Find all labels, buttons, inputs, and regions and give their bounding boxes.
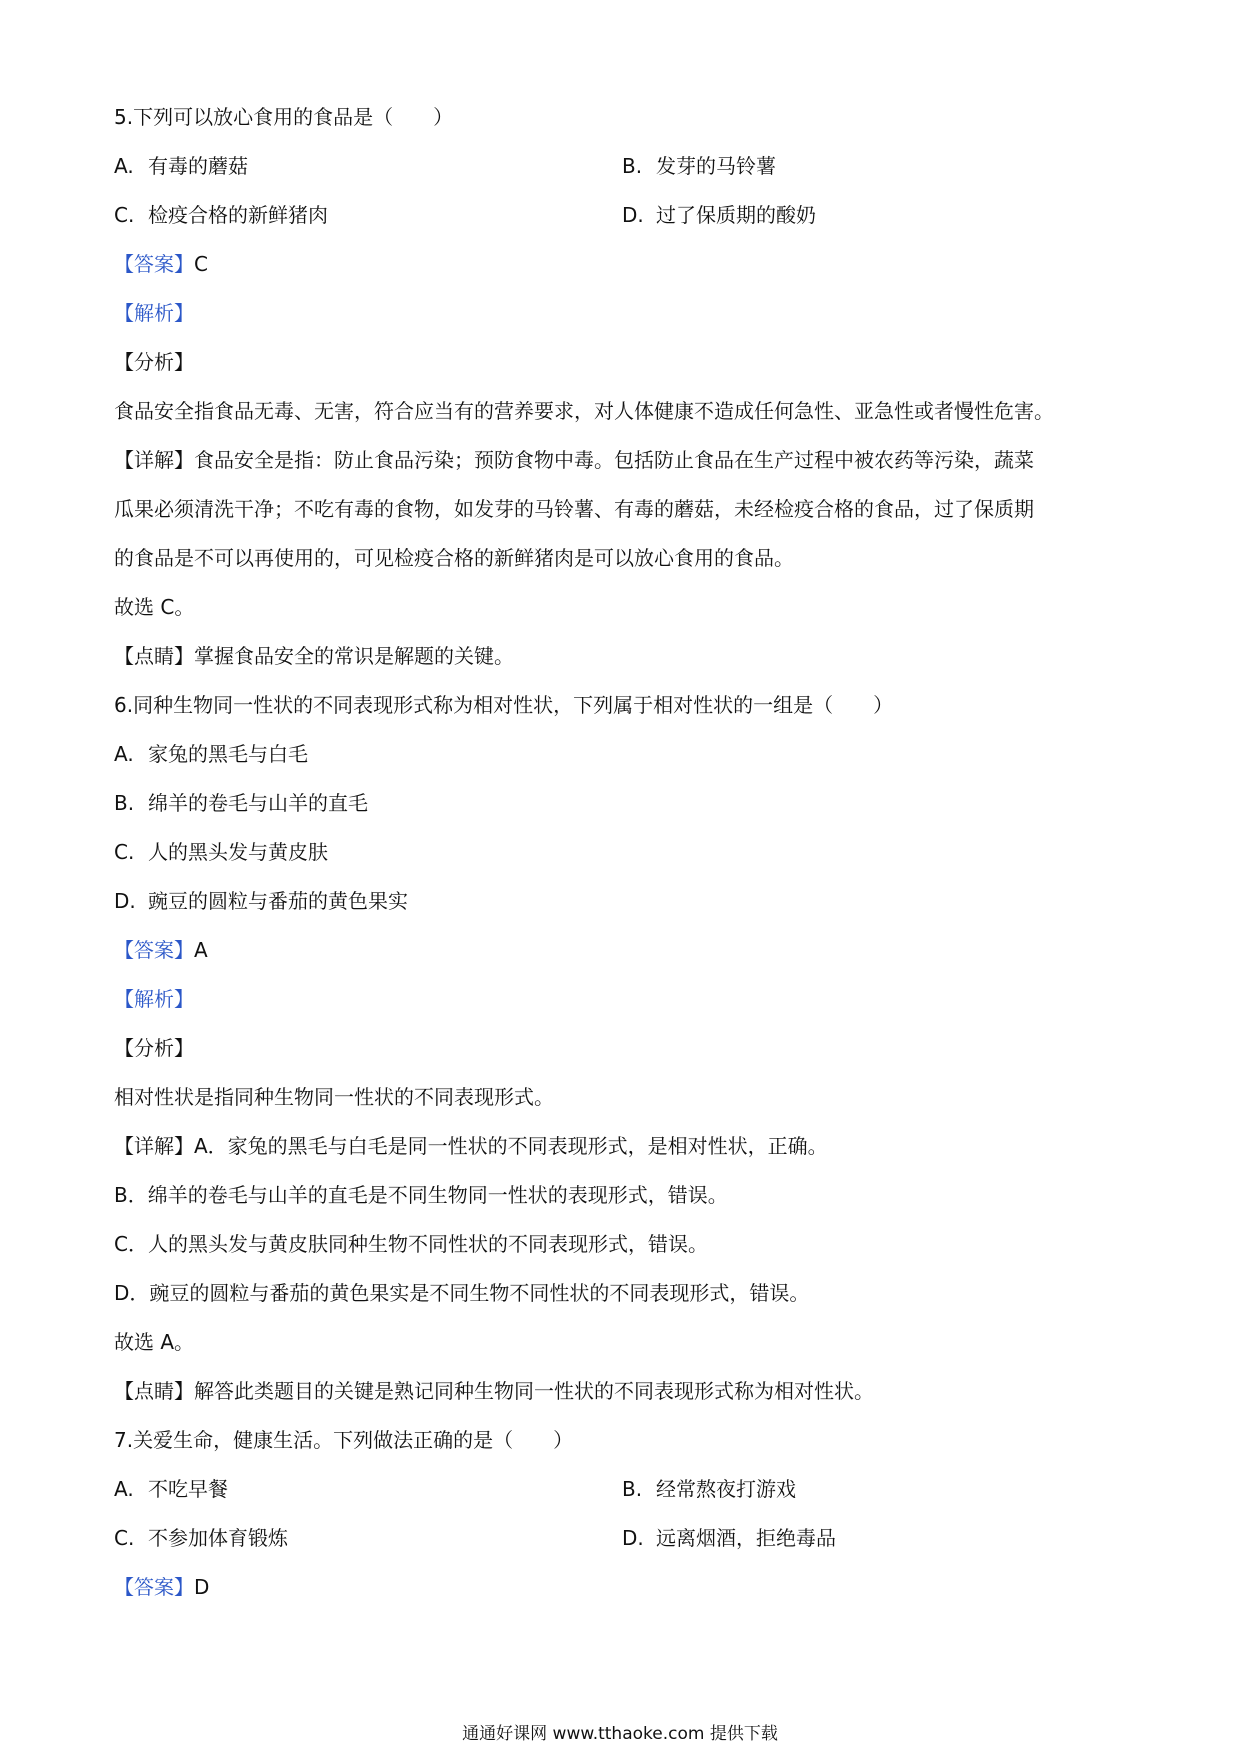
q6-choose: 故选 A。 xyxy=(114,1330,195,1354)
q5-detail-line-2: 瓜果必须清洗干净；不吃有毒的食物，如发芽的马铃薯、有毒的蘑菇，未经检疫合格的食品，过了保质期 xyxy=(114,497,1034,521)
option-text: 远离烟酒，拒绝毒品 xyxy=(656,1526,836,1550)
option-letter: B. xyxy=(622,154,643,178)
q6-answer xyxy=(114,935,208,965)
q6-detail-a xyxy=(114,1131,828,1161)
detail-text: 食品安全是指：防止食品污染；预防食物中毒。包括防止食品在生产过程中被农药等污染，蔬菜 xyxy=(194,448,1034,472)
option-letter: D. xyxy=(114,889,136,913)
q5-analysis-tag: 【解析】 xyxy=(114,301,194,325)
option-text: 检疫合格的新鲜猪肉 xyxy=(148,203,328,227)
answer-tag: 【答案】 xyxy=(114,938,194,962)
option-text: 有毒的蘑菇 xyxy=(148,154,248,178)
q6-detail-d: D．豌豆的圆粒与番茄的黄色果实是不同生物不同性状的不同表现形式，错误。 xyxy=(114,1281,810,1305)
option-text: 绵羊的卷毛与山羊的直毛 xyxy=(148,791,368,815)
option-letter: A. xyxy=(114,742,134,766)
option-letter: A. xyxy=(114,154,134,178)
q5-detail-line-3: 的食品是不可以再使用的，可见检疫合格的新鲜猪肉是可以放心食用的食品。 xyxy=(114,546,794,570)
answer-tag: 【答案】 xyxy=(114,252,194,276)
q5-option-b xyxy=(622,151,776,181)
option-text: 家兔的黑毛与白毛 xyxy=(148,742,308,766)
answer-value: A xyxy=(194,938,208,962)
detail-text: A．家兔的黑毛与白毛是同一性状的不同表现形式，是相对性状，正确。 xyxy=(194,1134,828,1158)
q6-option-c xyxy=(114,837,328,867)
q5-fenxi-tag: 【分析】 xyxy=(114,350,194,374)
q6-detail-c: C．人的黑头发与黄皮肤同种生物不同性状的不同表现形式，错误。 xyxy=(114,1232,708,1256)
q6-fenxi-text: 相对性状是指同种生物同一性状的不同表现形式。 xyxy=(114,1085,554,1109)
q6-stem: 6.同种生物同一性状的不同表现形式称为相对性状，下列属于相对性状的一组是（ ） xyxy=(114,693,894,717)
option-letter: A. xyxy=(114,1477,134,1501)
q5-detail-line-1 xyxy=(114,445,1034,475)
q6-dianjing xyxy=(114,1376,874,1406)
option-text: 豌豆的圆粒与番茄的黄色果实 xyxy=(148,889,408,913)
page-footer: 通通好课网 www.tthaoke.com 提供下载 xyxy=(462,1724,778,1744)
option-letter: C. xyxy=(114,203,135,227)
dianjing-text: 掌握食品安全的常识是解题的关键。 xyxy=(194,644,514,668)
q7-answer xyxy=(114,1572,209,1602)
q7-option-c xyxy=(114,1523,288,1553)
option-text: 发芽的马铃薯 xyxy=(656,154,776,178)
detail-tag: 【详解】 xyxy=(114,1134,194,1158)
dianjing-tag: 【点睛】 xyxy=(114,1379,194,1403)
option-text: 不参加体育锻炼 xyxy=(148,1526,288,1550)
option-letter: B. xyxy=(114,791,135,815)
option-text: 过了保质期的酸奶 xyxy=(656,203,816,227)
answer-value: C xyxy=(194,252,208,276)
option-letter: D. xyxy=(622,1526,644,1550)
q7-option-a xyxy=(114,1474,228,1504)
q6-detail-b: B．绵羊的卷毛与山羊的直毛是不同生物同一性状的表现形式，错误。 xyxy=(114,1183,728,1207)
option-text: 人的黑头发与黄皮肤 xyxy=(148,840,328,864)
q5-fenxi-text: 食品安全指食品无毒、无害，符合应当有的营养要求，对人体健康不造成任何急性、亚急性或者慢性危害。 xyxy=(114,399,1054,423)
dianjing-tag: 【点睛】 xyxy=(114,644,194,668)
answer-tag: 【答案】 xyxy=(114,1575,194,1599)
q5-answer xyxy=(114,249,208,279)
q5-option-c xyxy=(114,200,328,230)
dianjing-text: 解答此类题目的关键是熟记同种生物同一性状的不同表现形式称为相对性状。 xyxy=(194,1379,874,1403)
detail-tag: 【详解】 xyxy=(114,448,194,472)
q5-stem: 5.下列可以放心食用的食品是（ ） xyxy=(114,105,454,129)
option-letter: C. xyxy=(114,840,135,864)
option-text: 不吃早餐 xyxy=(148,1477,228,1501)
q6-option-a xyxy=(114,739,308,769)
q7-option-b xyxy=(622,1474,796,1504)
option-letter: C. xyxy=(114,1526,135,1550)
answer-value: D xyxy=(194,1575,210,1599)
q5-choose: 故选 C。 xyxy=(114,595,195,619)
option-letter: D. xyxy=(622,203,644,227)
q6-option-d xyxy=(114,886,408,916)
q5-option-d xyxy=(622,200,816,230)
option-letter: B. xyxy=(622,1477,643,1501)
q7-option-d xyxy=(622,1523,836,1553)
q7-stem: 7.关爱生命，健康生活。下列做法正确的是（ ） xyxy=(114,1428,574,1452)
option-text: 经常熬夜打游戏 xyxy=(656,1477,796,1501)
q5-option-a xyxy=(114,151,248,181)
q6-fenxi-tag: 【分析】 xyxy=(114,1036,194,1060)
q6-option-b xyxy=(114,788,368,818)
q6-analysis-tag: 【解析】 xyxy=(114,987,194,1011)
q5-dianjing xyxy=(114,641,514,671)
